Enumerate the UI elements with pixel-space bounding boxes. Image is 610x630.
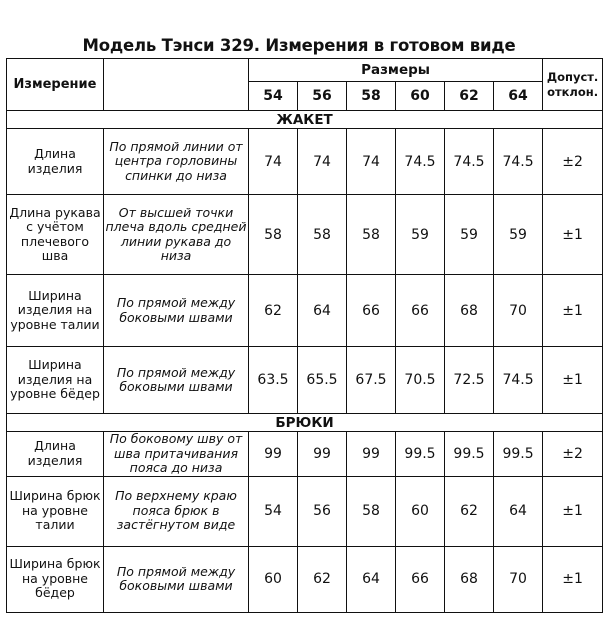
size-value: 99.5 bbox=[494, 432, 543, 477]
tolerance-value: ±2 bbox=[543, 432, 603, 477]
size-value: 62 bbox=[249, 275, 298, 347]
measurement-name: Ширина изделия на уровне бёдер bbox=[7, 347, 104, 414]
size-value: 59 bbox=[396, 195, 445, 275]
size-value: 99.5 bbox=[396, 432, 445, 477]
measurement-name: Длина рукава с учётом плечевого шва bbox=[7, 195, 104, 275]
size-value: 58 bbox=[298, 195, 347, 275]
measurement-description: По прямой между боковыми швами bbox=[104, 275, 249, 347]
size-value: 70 bbox=[494, 275, 543, 347]
size-value: 66 bbox=[396, 275, 445, 347]
header-sizes: Размеры bbox=[249, 59, 543, 82]
size-value: 68 bbox=[445, 275, 494, 347]
header-size: 60 bbox=[396, 82, 445, 111]
tolerance-value: ±1 bbox=[543, 195, 603, 275]
size-value: 99 bbox=[249, 432, 298, 477]
size-value: 70 bbox=[494, 546, 543, 612]
measurement-name: Длина изделия bbox=[7, 432, 104, 477]
header-size: 54 bbox=[249, 82, 298, 111]
size-value: 65.5 bbox=[298, 347, 347, 414]
measurement-description: По прямой между боковыми швами bbox=[104, 546, 249, 612]
table-row bbox=[7, 275, 603, 347]
table-row bbox=[7, 476, 603, 546]
size-value: 63.5 bbox=[249, 347, 298, 414]
measurement-name: Ширина брюк на уровне талии bbox=[7, 476, 104, 546]
size-value: 54 bbox=[249, 476, 298, 546]
size-value: 74 bbox=[298, 129, 347, 195]
measurement-description: По прямой между боковыми швами bbox=[104, 347, 249, 414]
measurement-name: Длина изделия bbox=[7, 129, 104, 195]
section-title: БРЮКИ bbox=[7, 414, 603, 432]
size-value: 70.5 bbox=[396, 347, 445, 414]
measurement-description: По боковому шву от шва притачивания пояса до низа bbox=[104, 432, 249, 477]
measurement-description: По прямой линии от центра горловины спинки до низа bbox=[104, 129, 249, 195]
size-value: 58 bbox=[347, 476, 396, 546]
size-value: 62 bbox=[445, 476, 494, 546]
size-value: 58 bbox=[347, 195, 396, 275]
size-value: 99 bbox=[347, 432, 396, 477]
measurement-name: Ширина брюк на уровне бёдер bbox=[7, 546, 104, 612]
page-title: Модель Тэнси 329. Измерения в готовом виде bbox=[82, 36, 516, 55]
size-value: 99 bbox=[298, 432, 347, 477]
size-value: 74.5 bbox=[445, 129, 494, 195]
size-value: 62 bbox=[298, 546, 347, 612]
tolerance-value: ±1 bbox=[543, 546, 603, 612]
header-size: 56 bbox=[298, 82, 347, 111]
size-value: 64 bbox=[494, 476, 543, 546]
header-measurement: Измерение bbox=[7, 59, 104, 111]
tolerance-value: ±1 bbox=[543, 275, 603, 347]
tolerance-value: ±2 bbox=[543, 129, 603, 195]
header-size: 62 bbox=[445, 82, 494, 111]
size-value: 74.5 bbox=[494, 347, 543, 414]
size-value: 72.5 bbox=[445, 347, 494, 414]
size-value: 64 bbox=[298, 275, 347, 347]
size-value: 74.5 bbox=[396, 129, 445, 195]
measurement-description: По верхнему краю пояса брюк в застёгнутом виде bbox=[104, 476, 249, 546]
size-value: 56 bbox=[298, 476, 347, 546]
measurement-description: От высшей точки плеча вдоль средней линии рукава до низа bbox=[104, 195, 249, 275]
size-value: 74 bbox=[249, 129, 298, 195]
table-row bbox=[7, 195, 603, 275]
measurements-table bbox=[6, 58, 603, 613]
size-value: 67.5 bbox=[347, 347, 396, 414]
size-value: 66 bbox=[396, 546, 445, 612]
table-body bbox=[7, 111, 603, 613]
section-title: ЖАКЕТ bbox=[7, 111, 603, 129]
size-value: 74.5 bbox=[494, 129, 543, 195]
size-value: 58 bbox=[249, 195, 298, 275]
table-row bbox=[7, 347, 603, 414]
size-value: 66 bbox=[347, 275, 396, 347]
table-row bbox=[7, 129, 603, 195]
header-description bbox=[104, 59, 249, 111]
header-tolerance: Допуст. отклон. bbox=[543, 59, 603, 111]
size-value: 60 bbox=[396, 476, 445, 546]
table-row bbox=[7, 546, 603, 612]
header-size: 64 bbox=[494, 82, 543, 111]
size-value: 64 bbox=[347, 546, 396, 612]
size-value: 74 bbox=[347, 129, 396, 195]
header-size: 58 bbox=[347, 82, 396, 111]
tolerance-value: ±1 bbox=[543, 476, 603, 546]
tolerance-value: ±1 bbox=[543, 347, 603, 414]
table-row bbox=[7, 432, 603, 477]
size-value: 59 bbox=[494, 195, 543, 275]
size-value: 59 bbox=[445, 195, 494, 275]
size-value: 60 bbox=[249, 546, 298, 612]
size-value: 99.5 bbox=[445, 432, 494, 477]
measurement-name: Ширина изделия на уровне талии bbox=[7, 275, 104, 347]
size-value: 68 bbox=[445, 546, 494, 612]
